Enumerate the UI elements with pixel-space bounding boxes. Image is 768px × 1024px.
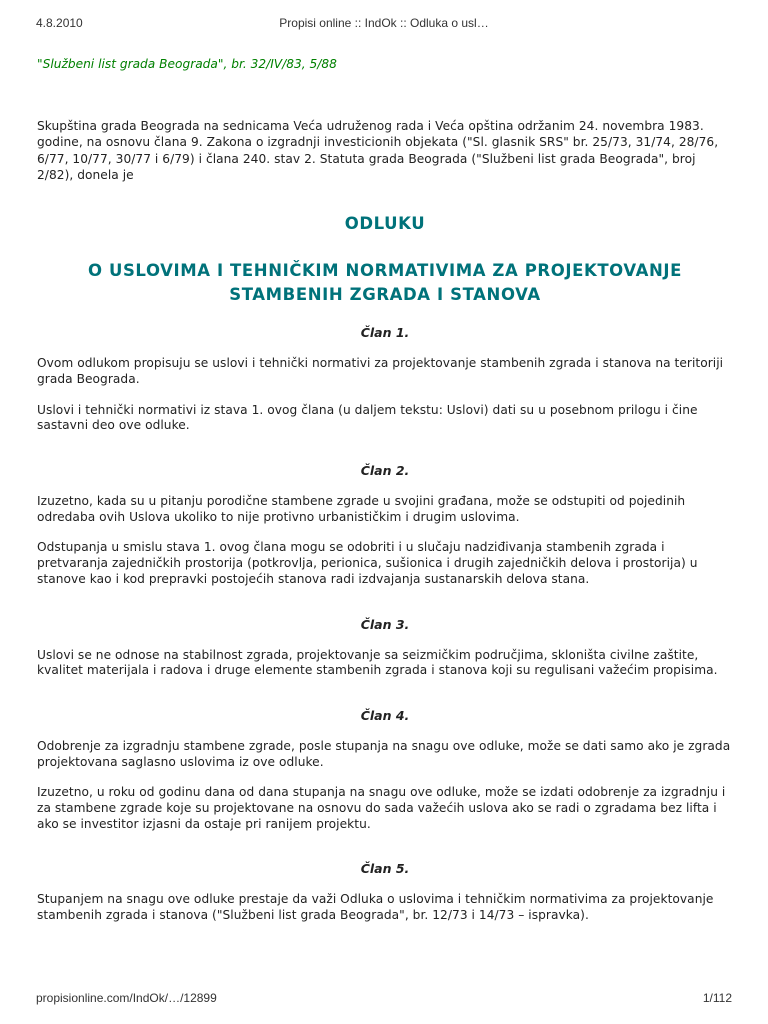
article-paragraph: Izuzetno, kada su u pitanju porodične stambene zgrade u svojini građana, može se odstupiti od pojedinih odredaba ovih Uslova ukoliko to nije protivno urbanističkim i drugim uslovima. (37, 494, 686, 524)
article-4 (37, 708, 733, 833)
article-2 (37, 463, 733, 588)
page-counter: 1/112 (702, 991, 732, 1005)
article-1 (37, 325, 733, 434)
article-heading: Član 1. (360, 325, 410, 341)
article-3 (37, 617, 733, 679)
article-5 (37, 861, 733, 923)
article-heading: Član 2. (360, 463, 410, 478)
document-title: ODLUKU (344, 214, 426, 234)
article-paragraph: Stupanjem na snagu ove odluke prestaje da važi Odluka o uslovima i tehničkim normativima za projektovanje stambenih zgrada i stanova ("Službeni list grada Beograda", br. 12/73 i 14/73 – ispravka). (37, 892, 714, 923)
print-page-title: Propisi online :: IndOk :: Odluka o usl… (279, 16, 489, 30)
document-subtitle: O USLOVIMA I TEHNIČKIM NORMATIVIMA ZA PROJEKTOVANJE STAMBENIH ZGRADA I STANOVA (87, 261, 683, 305)
article-paragraph: Izuzetno, u roku od godinu dana od dana stupanja na snagu ove odluke, može se izdati odobrenje za izgradnju i za stambene zgrade koje su projektovane na osnovu do sada važećih uslova ako se radi o zgradama bez lifta i ako se investitor izjasni da ostaje pri ranijem projektu. (37, 785, 726, 831)
preamble-paragraph: Skupština grada Beograda na sednicama Veća udruženog rada i Veća opština održanim 24. novembra 1983. godine, na osnovu člana 9. Zakona o izgradnji investicionih objekata ("Sl. glasnik SRS" br. 25/73, 31/74, 28/76, 6/77, 10/77, 30/77 i 6/79) i člana 240. stav 2. Statuta grada Beograda ("Službeni list grada Beograda", broj 2/82), donela je (37, 119, 719, 182)
print-header (36, 16, 732, 32)
article-heading: Član 4. (360, 707, 410, 723)
article-paragraph: Uslovi se ne odnose na stabilnost zgrada, projektovanje sa seizmičkim područjima, skloništa civilne zaštite, kvalitet materijala i radova i druge elemente stambenih zgrada i stanova koji su regulisani važećim propisima. (37, 647, 718, 678)
print-date: 4.8.2010 (36, 16, 83, 30)
document-body (37, 56, 733, 924)
article-paragraph: Odobrenje za izgradnju stambene zgrade, posle stupanja na snagu ove odluke, može se dati samo ako je zgrada projektovana saglasno uslovima iz ove odluke. (37, 738, 731, 769)
article-paragraph: Uslovi i tehnički normativi iz stava 1. ovog člana (u daljem tekstu: Uslovi) dati su u posebnom prilogu i čine sastavni deo ove odluke. (37, 402, 698, 433)
article-paragraph: Odstupanja u smislu stava 1. ovog člana mogu se odobriti i u slučaju nadziđivanja stambenih zgrada i pretvaranja zajedničkih prostorija (potkrovlja, perionica, sušionica i drugih zajedničkih delova i prostorija) u stanove kao i kod prepravki postojećih stanova radi izdvajanja sustanarskih delova stana. (37, 540, 698, 586)
article-heading: Član 5. (360, 861, 410, 877)
page-url: propisionline.com/IndOk/…/12899 (36, 991, 217, 1005)
article-paragraph: Ovom odlukom propisuju se uslovi i tehnički normativi za projektovanje stambenih zgrada i stanova na teritoriji grada Beograda. (37, 356, 724, 386)
print-footer (36, 991, 732, 1007)
article-heading: Član 3. (360, 616, 410, 632)
source-citation: "Službeni list grada Beograda", br. 32/IV/83, 5/88 (37, 57, 337, 71)
